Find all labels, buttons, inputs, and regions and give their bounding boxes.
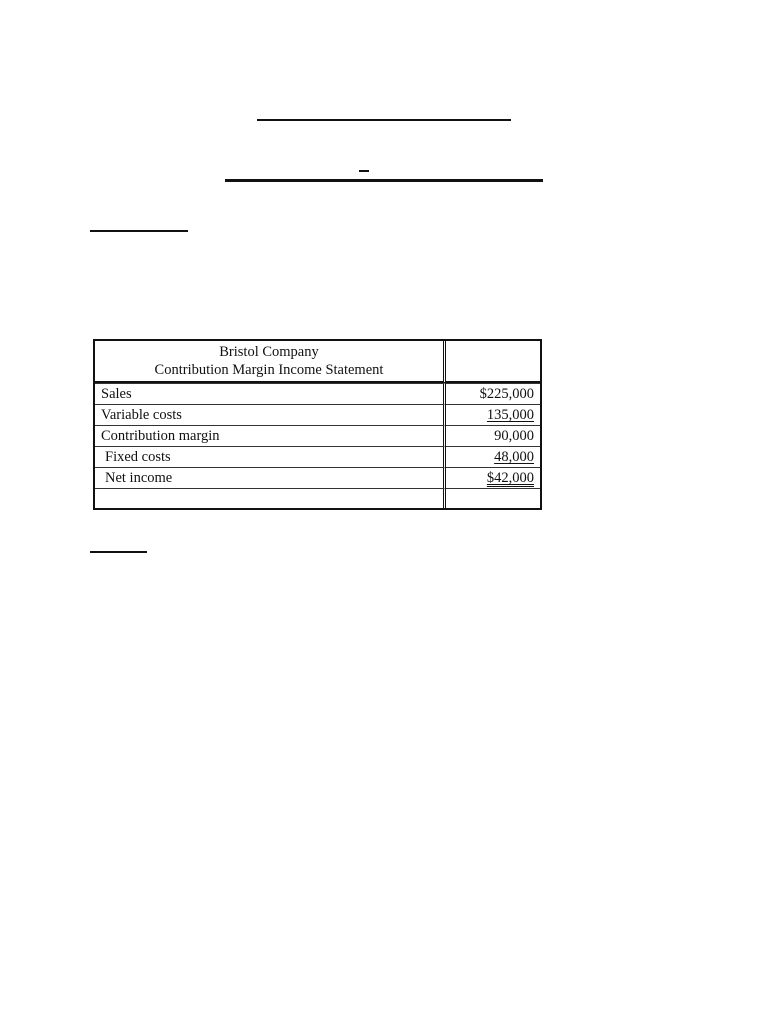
income-statement-table bbox=[93, 339, 542, 510]
contribution-margin-value: 90,000 bbox=[494, 427, 534, 444]
row-label: Net income bbox=[95, 467, 446, 488]
row-label: Fixed costs bbox=[95, 446, 446, 467]
title-underline bbox=[257, 119, 511, 121]
row-label: Contribution margin bbox=[95, 425, 446, 446]
header-blank-cell bbox=[446, 341, 540, 383]
subtitle-dash bbox=[359, 170, 369, 172]
row-value bbox=[446, 446, 540, 467]
blank-value-cell bbox=[446, 488, 540, 508]
variable-costs-value: 135,000 bbox=[486, 406, 534, 423]
sales-value: $225,000 bbox=[479, 385, 534, 402]
row-label: Variable costs bbox=[95, 404, 446, 425]
row-value bbox=[446, 383, 540, 404]
section-heading-underline bbox=[90, 551, 147, 553]
table-row bbox=[95, 425, 540, 446]
table-row bbox=[95, 446, 540, 467]
row-value bbox=[446, 404, 540, 425]
net-income-value: $42,000 bbox=[486, 469, 534, 486]
subtitle-underline bbox=[225, 179, 543, 182]
row-value bbox=[446, 467, 540, 488]
row-label: Sales bbox=[95, 383, 446, 404]
blank-label-cell bbox=[95, 488, 446, 508]
row-value bbox=[446, 425, 540, 446]
statement-title: Contribution Margin Income Statement bbox=[154, 362, 384, 378]
table-row bbox=[95, 467, 540, 488]
table-header-row bbox=[95, 341, 540, 383]
table-row bbox=[95, 404, 540, 425]
table-blank-row bbox=[95, 488, 540, 508]
fixed-costs-value: 48,000 bbox=[494, 448, 534, 465]
statement-heading bbox=[95, 341, 446, 383]
company-name: Bristol Company bbox=[219, 344, 319, 360]
section-heading-underline bbox=[90, 230, 188, 232]
table-row bbox=[95, 383, 540, 404]
